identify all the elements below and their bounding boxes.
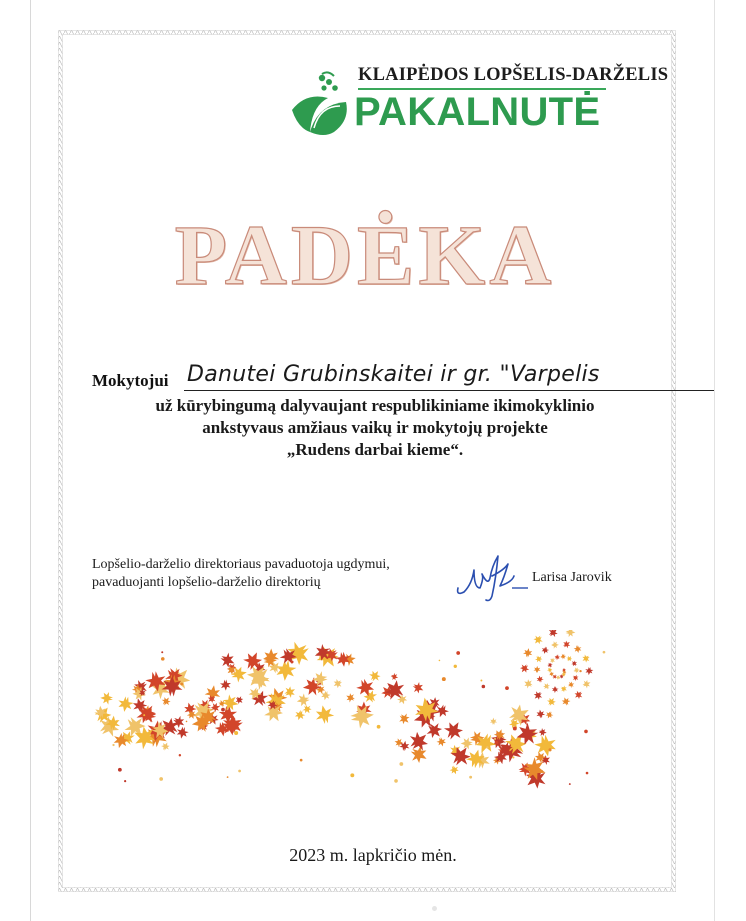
leaf xyxy=(572,689,584,701)
leaf-speck xyxy=(469,776,472,779)
leaf-speck xyxy=(377,725,381,729)
body-line-1: už kūrybingumą dalyvaujant respublikiniame ikimokyklinio xyxy=(155,396,595,415)
kindergarten-logo xyxy=(288,62,669,140)
leaf-speck xyxy=(439,660,441,662)
leaf xyxy=(573,645,582,654)
leaf-speck xyxy=(603,651,606,654)
leaf-speck xyxy=(494,738,496,740)
scan-edge-left xyxy=(30,0,31,921)
leaf xyxy=(274,659,297,682)
leaf xyxy=(567,680,575,688)
leaf-speck xyxy=(118,768,122,772)
leaf-speck xyxy=(227,776,229,778)
leaf xyxy=(547,667,553,673)
leaf-speck xyxy=(442,677,446,681)
leaf-speck xyxy=(179,754,181,756)
leaf xyxy=(331,677,344,690)
leaf-speck xyxy=(159,777,163,781)
leaf-speck xyxy=(496,758,498,760)
leaf-speck xyxy=(569,783,571,785)
leaf xyxy=(560,696,571,707)
leaf xyxy=(436,736,448,748)
leaf xyxy=(570,659,579,668)
leaf xyxy=(560,653,567,660)
leaf xyxy=(111,731,130,750)
signatory-position-line-2: pavaduojanti lopšelio-darželio direktorių xyxy=(92,574,321,590)
leaf-speck xyxy=(234,731,238,735)
leaf-speck xyxy=(584,730,588,734)
leaf xyxy=(490,718,497,725)
leaf xyxy=(541,646,550,655)
leaf xyxy=(559,684,568,693)
leaf xyxy=(411,680,426,695)
leaf xyxy=(565,630,575,637)
leaf xyxy=(160,695,173,708)
leaf-speck xyxy=(186,721,188,723)
leaf xyxy=(518,662,531,675)
leaf xyxy=(100,692,113,705)
leaf-speck xyxy=(456,651,460,655)
leaf xyxy=(549,657,557,665)
recipient-name: Danutei Grubinskaitei ir gr. "Varpelis xyxy=(187,362,600,387)
leaf xyxy=(533,666,540,673)
leaf-speck xyxy=(486,746,488,748)
leaf-speck xyxy=(291,661,294,664)
logo-main-text: PAKALNUTĖ xyxy=(354,90,601,134)
certificate-date: 2023 m. lapkričio mėn. xyxy=(289,845,457,865)
leaf xyxy=(505,701,534,730)
leaf-speck xyxy=(143,714,145,716)
leaf xyxy=(561,639,572,650)
leaf xyxy=(522,678,534,690)
leaf-speck xyxy=(454,665,457,668)
leaf xyxy=(344,691,356,703)
leaf xyxy=(390,672,399,681)
leaf-speck xyxy=(579,670,581,672)
body-line-3: „Rudens darbai kieme“. xyxy=(286,440,464,459)
scan-artifact-dot xyxy=(432,906,437,911)
leaf xyxy=(551,641,559,649)
signatory-position xyxy=(92,556,452,591)
leaf xyxy=(536,675,544,683)
recipient-underline xyxy=(184,390,714,391)
leaf-speck xyxy=(350,773,354,777)
leaf xyxy=(573,667,580,674)
leaf xyxy=(446,742,475,771)
leaf-speck xyxy=(394,779,398,783)
leaf xyxy=(175,725,190,740)
certificate-body xyxy=(100,395,650,461)
leaf xyxy=(220,679,232,691)
leaf xyxy=(117,695,135,713)
leaf-speck xyxy=(161,657,165,661)
logo-top-text: KLAIPĖDOS LOPŠELIS-DARŽELIS xyxy=(358,65,669,85)
leaf-speck xyxy=(586,772,589,775)
recipient-label: Mokytojui xyxy=(92,371,169,390)
leaf-speck xyxy=(512,756,514,758)
leaf xyxy=(532,689,545,702)
leaf-speck xyxy=(238,770,241,773)
signatory-position-line-1: Lopšelio-darželio direktoriaus pavaduotoja ugdymui, xyxy=(92,557,390,572)
leaf xyxy=(538,727,547,736)
leaf xyxy=(551,686,558,693)
leaf xyxy=(571,673,580,682)
leaf-speck xyxy=(505,686,509,690)
leaf-speck xyxy=(161,651,163,653)
recipient-row xyxy=(92,362,632,392)
leaf-speck xyxy=(180,683,183,686)
leaf-speck xyxy=(548,748,551,751)
leaf xyxy=(367,668,383,684)
autumn-leaves-swirl xyxy=(90,630,630,795)
leaf xyxy=(546,630,560,639)
leaf xyxy=(544,710,554,720)
leaf xyxy=(397,711,413,727)
leaf xyxy=(461,737,473,749)
leaf xyxy=(581,679,592,690)
leaf xyxy=(448,764,460,776)
leaf xyxy=(533,733,559,759)
leaf-speck xyxy=(300,759,303,762)
scan-edge-right xyxy=(714,0,715,921)
leaf xyxy=(545,696,557,708)
leaf-speck xyxy=(495,741,498,744)
leaf xyxy=(534,654,544,664)
leaf-speck xyxy=(124,780,126,782)
leaf xyxy=(301,703,313,715)
certificate-title: PADĖKA xyxy=(174,207,556,303)
leaf-speck xyxy=(513,727,517,731)
leaf-speck xyxy=(112,744,114,746)
leaf xyxy=(313,703,335,725)
leaf xyxy=(536,709,546,719)
leaf xyxy=(531,633,544,646)
body-line-2: ankstyvaus amžiaus vaikų ir mokytojų projekte xyxy=(202,418,548,437)
leaf xyxy=(585,666,594,675)
leaf xyxy=(522,647,533,658)
leaf xyxy=(554,654,560,660)
leaf xyxy=(542,681,552,691)
leaf-speck xyxy=(482,685,486,689)
handwritten-signature xyxy=(452,548,537,604)
signatory-name: Larisa Jarovik xyxy=(532,570,612,585)
leaf-speck xyxy=(480,680,482,682)
leaf xyxy=(580,653,591,664)
leaf xyxy=(160,741,171,752)
leaf-speck xyxy=(399,762,403,766)
lily-of-the-valley-icon xyxy=(288,62,354,140)
leaf-speck xyxy=(221,708,225,712)
leaf xyxy=(293,709,306,722)
